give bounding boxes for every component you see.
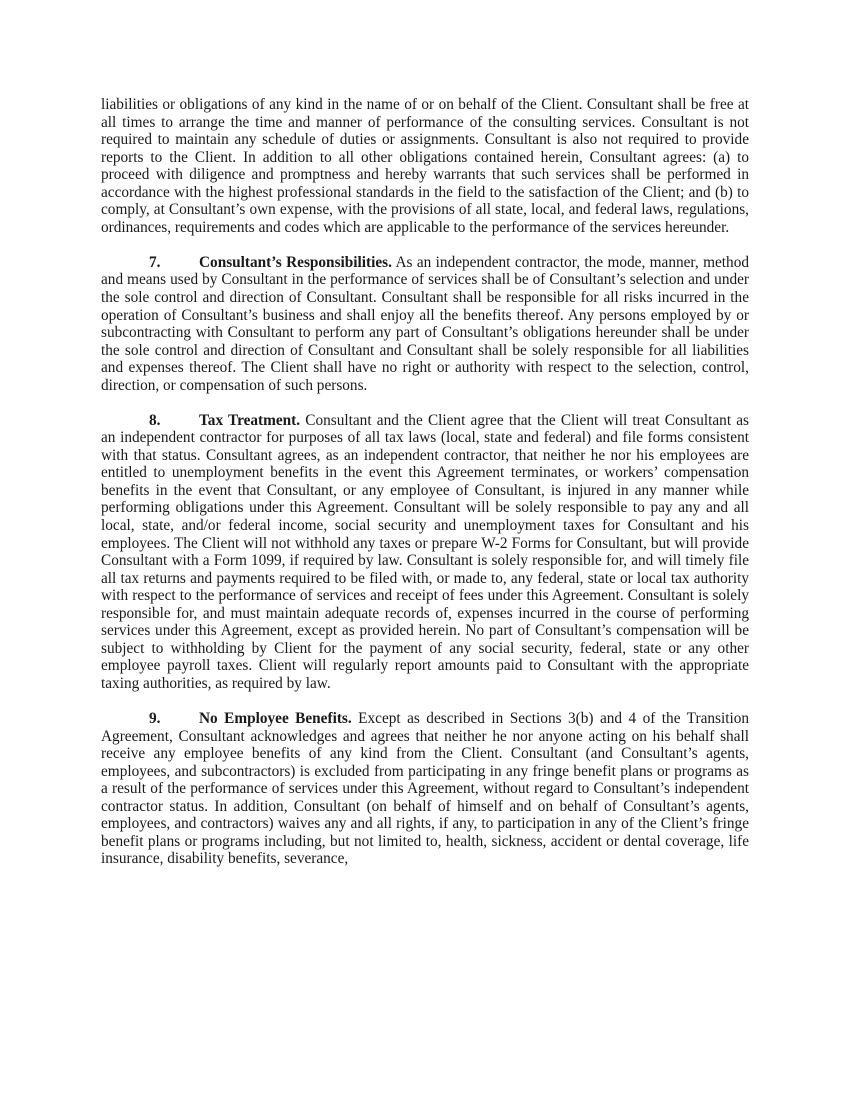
section-7-body: As an independent contractor, the mode, manner, method and means used by Consultant in the performance of services shall be of Consultant’s selection and under the sole control and direction of Consultant. Consultant shall be responsible for all risks incurred in the operation of Consultant’s business and shall enjoy all the benefits thereof. Any persons employed by or subcontracting with Consultant to perform any part of Consultant’s obligations hereunder shall be under the sole control and direction of Consultant and Consultant shall be solely responsible for all liabilities and expenses thereof. The Client shall have no right or authority with respect to the selection, control, direction, or compensation of such persons.	[101, 253, 750, 394]
section-8-number: 8.	[149, 411, 161, 429]
section-7-heading: Consultant’s Responsibilities.	[199, 253, 392, 271]
section-9-number: 9.	[149, 710, 161, 727]
document-body	[101, 96, 749, 868]
section-9-heading: No Employee Benefits.	[199, 710, 352, 727]
section-8	[101, 412, 749, 693]
section-9-body: Except as described in Sections 3(b) and 4 of the Transition Agreement, Consultant acknowledges and agrees that neither he nor anyone acting on his behalf shall receive any employee benefits of any kind from the Client. Consultant (and Consultant’s agents, employees, and subcontractors) is excluded from participating in any fringe benefit plans or programs as a result of the performance of services under this Agreement, without regard to Consultant’s independent contractor status. In addition, Consultant (on behalf of himself and on behalf of Consultant’s agents, employees, and contractors) waives any and all rights, if any, to participation in any of the Client’s fringe benefit plans or programs including, but not limited to, health, sickness, accident or dental coverage, life insurance, disability benefits, severance,	[101, 710, 750, 868]
section-7	[101, 254, 749, 394]
section-8-body: Consultant and the Client agree that the Client will treat Consultant as an independent contractor for purposes of all tax laws (local, state and federal) and file forms consistent with that status. Consultant agrees, as an independent contractor, that neither he nor his employees are entitled to unemployment benefits in the event this Agreement terminates, or workers’ compensation benefits in the event that Consultant, or any employee of Consultant, is injured in any manner while performing obligations under this Agreement. Consultant will be solely responsible to pay any and all local, state, and/or federal income, social security and unemployment taxes for Consultant and his employees. The Client will not withhold any taxes or prepare W-2 Forms for Consultant, but will provide Consultant with a Form 1099, if required by law. Consultant is solely responsible for, and will timely file all tax returns and payments required to be filed with, or made to, any federal, state or local tax authority with respect to the performance of services and receipt of fees under this Agreement. Consultant is solely responsible for, and must maintain adequate records of, expenses incurred in the course of performing services under this Agreement, except as provided herein. No part of Consultant’s compensation will be subject to withholding by Client for the payment of any social security, federal, state or any other employee payroll taxes. Client will regularly report amounts paid to Consultant with the appropriate taxing authorities, as required by law.	[101, 411, 750, 692]
section-7-number: 7.	[149, 253, 161, 271]
section-8-heading: Tax Treatment.	[199, 411, 301, 429]
section-9	[101, 710, 749, 868]
intro-paragraph: liabilities or obligations of any kind in the name of or on behalf of the Client. Consultant shall be free at all times to arrange the time and manner of performance of the consulting services. Consultant is not required to maintain any schedule of duties or assignments. Consultant is also not required to provide reports to the Client. In addition to all other obligations contained herein, Consultant agrees: (a) to proceed with diligence and promptness and hereby warrants that such services shall be performed in accordance with the highest professional standards in the field to the satisfaction of the Client; and (b) to comply, at Consultant’s own expense, with the provisions of all state, local, and federal laws, regulations, ordinances, requirements and codes which are applicable to the performance of the services hereunder.	[101, 96, 749, 236]
